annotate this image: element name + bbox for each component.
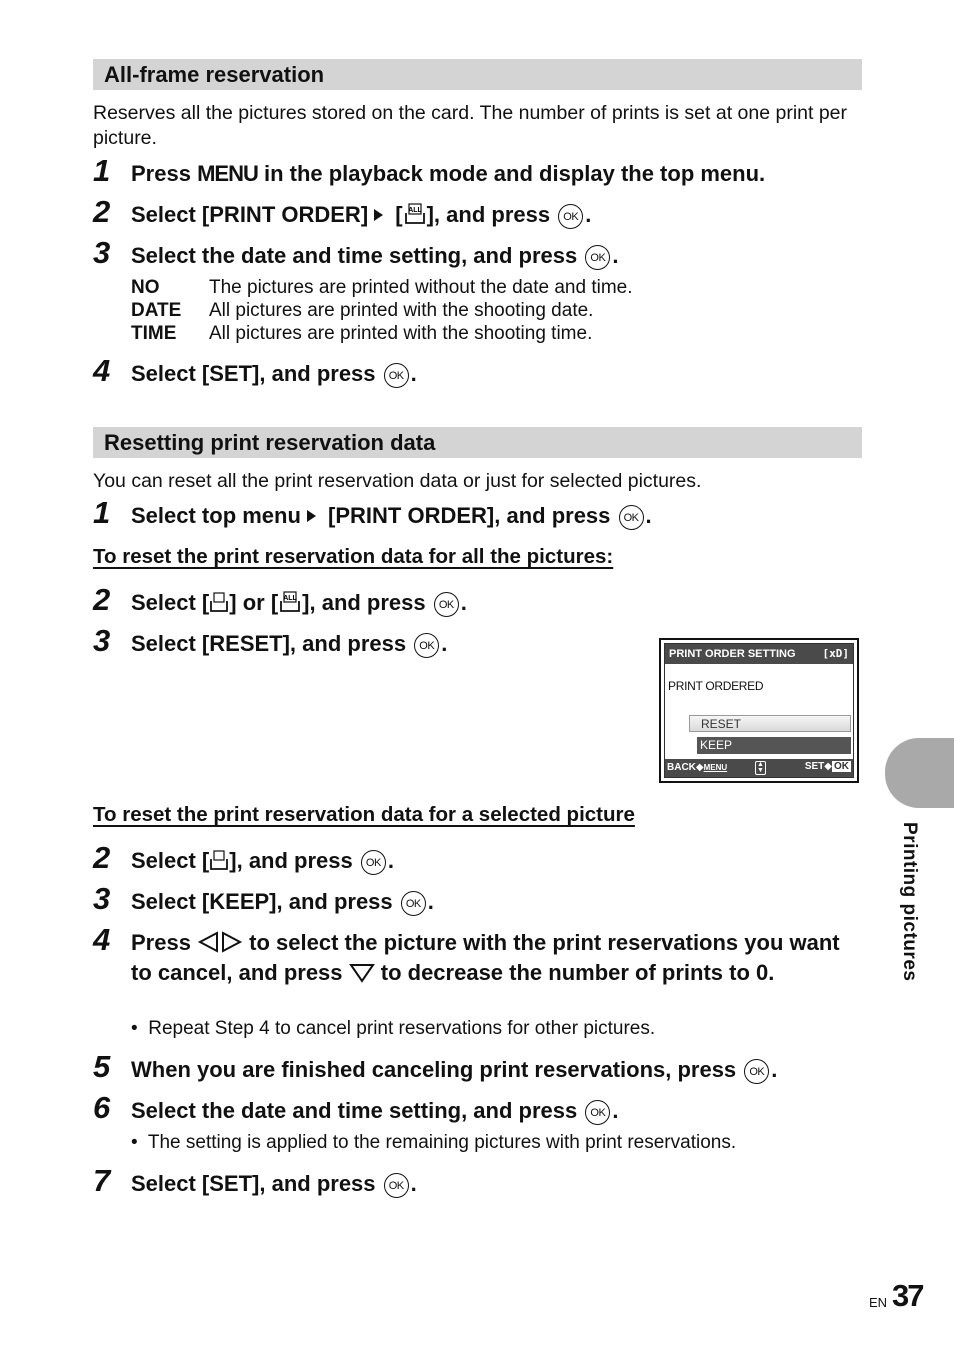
- print-all-icon: [278, 591, 302, 613]
- menu-button-label: MENU: [197, 161, 258, 186]
- up-down-icon: ▲ ▼: [755, 761, 766, 775]
- svg-text:ALL: ALL: [283, 595, 297, 602]
- arrow-right-icon: [307, 510, 316, 522]
- chapter-tab: [885, 738, 954, 808]
- section-header-resetting: [93, 427, 862, 458]
- option-time: TIME All pictures are printed with the shooting time.: [131, 323, 593, 344]
- lcd-title: PRINT ORDER SETTING: [669, 648, 796, 660]
- lcd-back-hint: BACK◆MENU: [667, 762, 728, 773]
- ok-button-icon: OK: [585, 1100, 610, 1125]
- camera-lcd-screen: [659, 638, 859, 783]
- print-all-icon: [403, 203, 427, 225]
- lcd-option-reset[interactable]: RESET: [689, 715, 851, 732]
- page-number: 37: [892, 1278, 923, 1313]
- lcd-option-keep[interactable]: KEEP: [697, 737, 851, 754]
- chapter-label: Printing pictures: [899, 822, 920, 982]
- ok-button-icon: OK: [361, 850, 386, 875]
- language-code: EN: [869, 1295, 888, 1310]
- section-title: All-frame reservation: [104, 62, 325, 87]
- option-no: NO The pictures are printed without the date and time.: [131, 277, 633, 298]
- ok-button-icon: OK: [744, 1059, 769, 1084]
- section-title: Resetting print reservation data: [104, 430, 436, 455]
- ok-button-icon: OK: [434, 592, 459, 617]
- print-single-icon: [209, 849, 229, 871]
- ok-button-icon: OK: [619, 505, 644, 530]
- section-header-all-frame: [93, 59, 862, 90]
- xd-card-icon: [xD]: [822, 647, 849, 660]
- lcd-set-hint: SET◆ OK: [804, 761, 849, 772]
- option-date: DATE All pictures are printed with the shooting date.: [131, 300, 594, 321]
- down-arrow-icon: [349, 962, 375, 989]
- lcd-status: PRINT ORDERED: [668, 679, 764, 693]
- ok-button-icon: OK: [384, 363, 409, 388]
- left-right-arrows-icon: [197, 931, 243, 959]
- subheading-all-pictures: To reset the print reservation data for all the pictures:: [93, 545, 614, 568]
- note-step-4: • Repeat Step 4 to cancel print reservations for other pictures.: [131, 1018, 656, 1039]
- note-step-6: • The setting is applied to the remaining pictures with print reservations.: [131, 1132, 737, 1153]
- subheading-selected-picture: To reset the print reservation data for a selected picture: [93, 803, 635, 826]
- ok-button-icon: OK: [401, 891, 426, 916]
- ok-button-icon: OK: [414, 633, 439, 658]
- ok-button-icon: OK: [558, 204, 583, 229]
- arrow-right-icon: [374, 209, 383, 221]
- ok-button-icon: OK: [384, 1173, 409, 1198]
- section-intro: Reserves all the pictures stored on the card. The number of prints is set at one print per picture.: [93, 102, 848, 149]
- ok-button-icon: OK: [585, 245, 610, 270]
- print-single-icon: [209, 591, 229, 613]
- svg-text:ALL: ALL: [407, 207, 422, 214]
- section-intro: You can reset all the print reservation data or just for selected pictures.: [93, 470, 702, 492]
